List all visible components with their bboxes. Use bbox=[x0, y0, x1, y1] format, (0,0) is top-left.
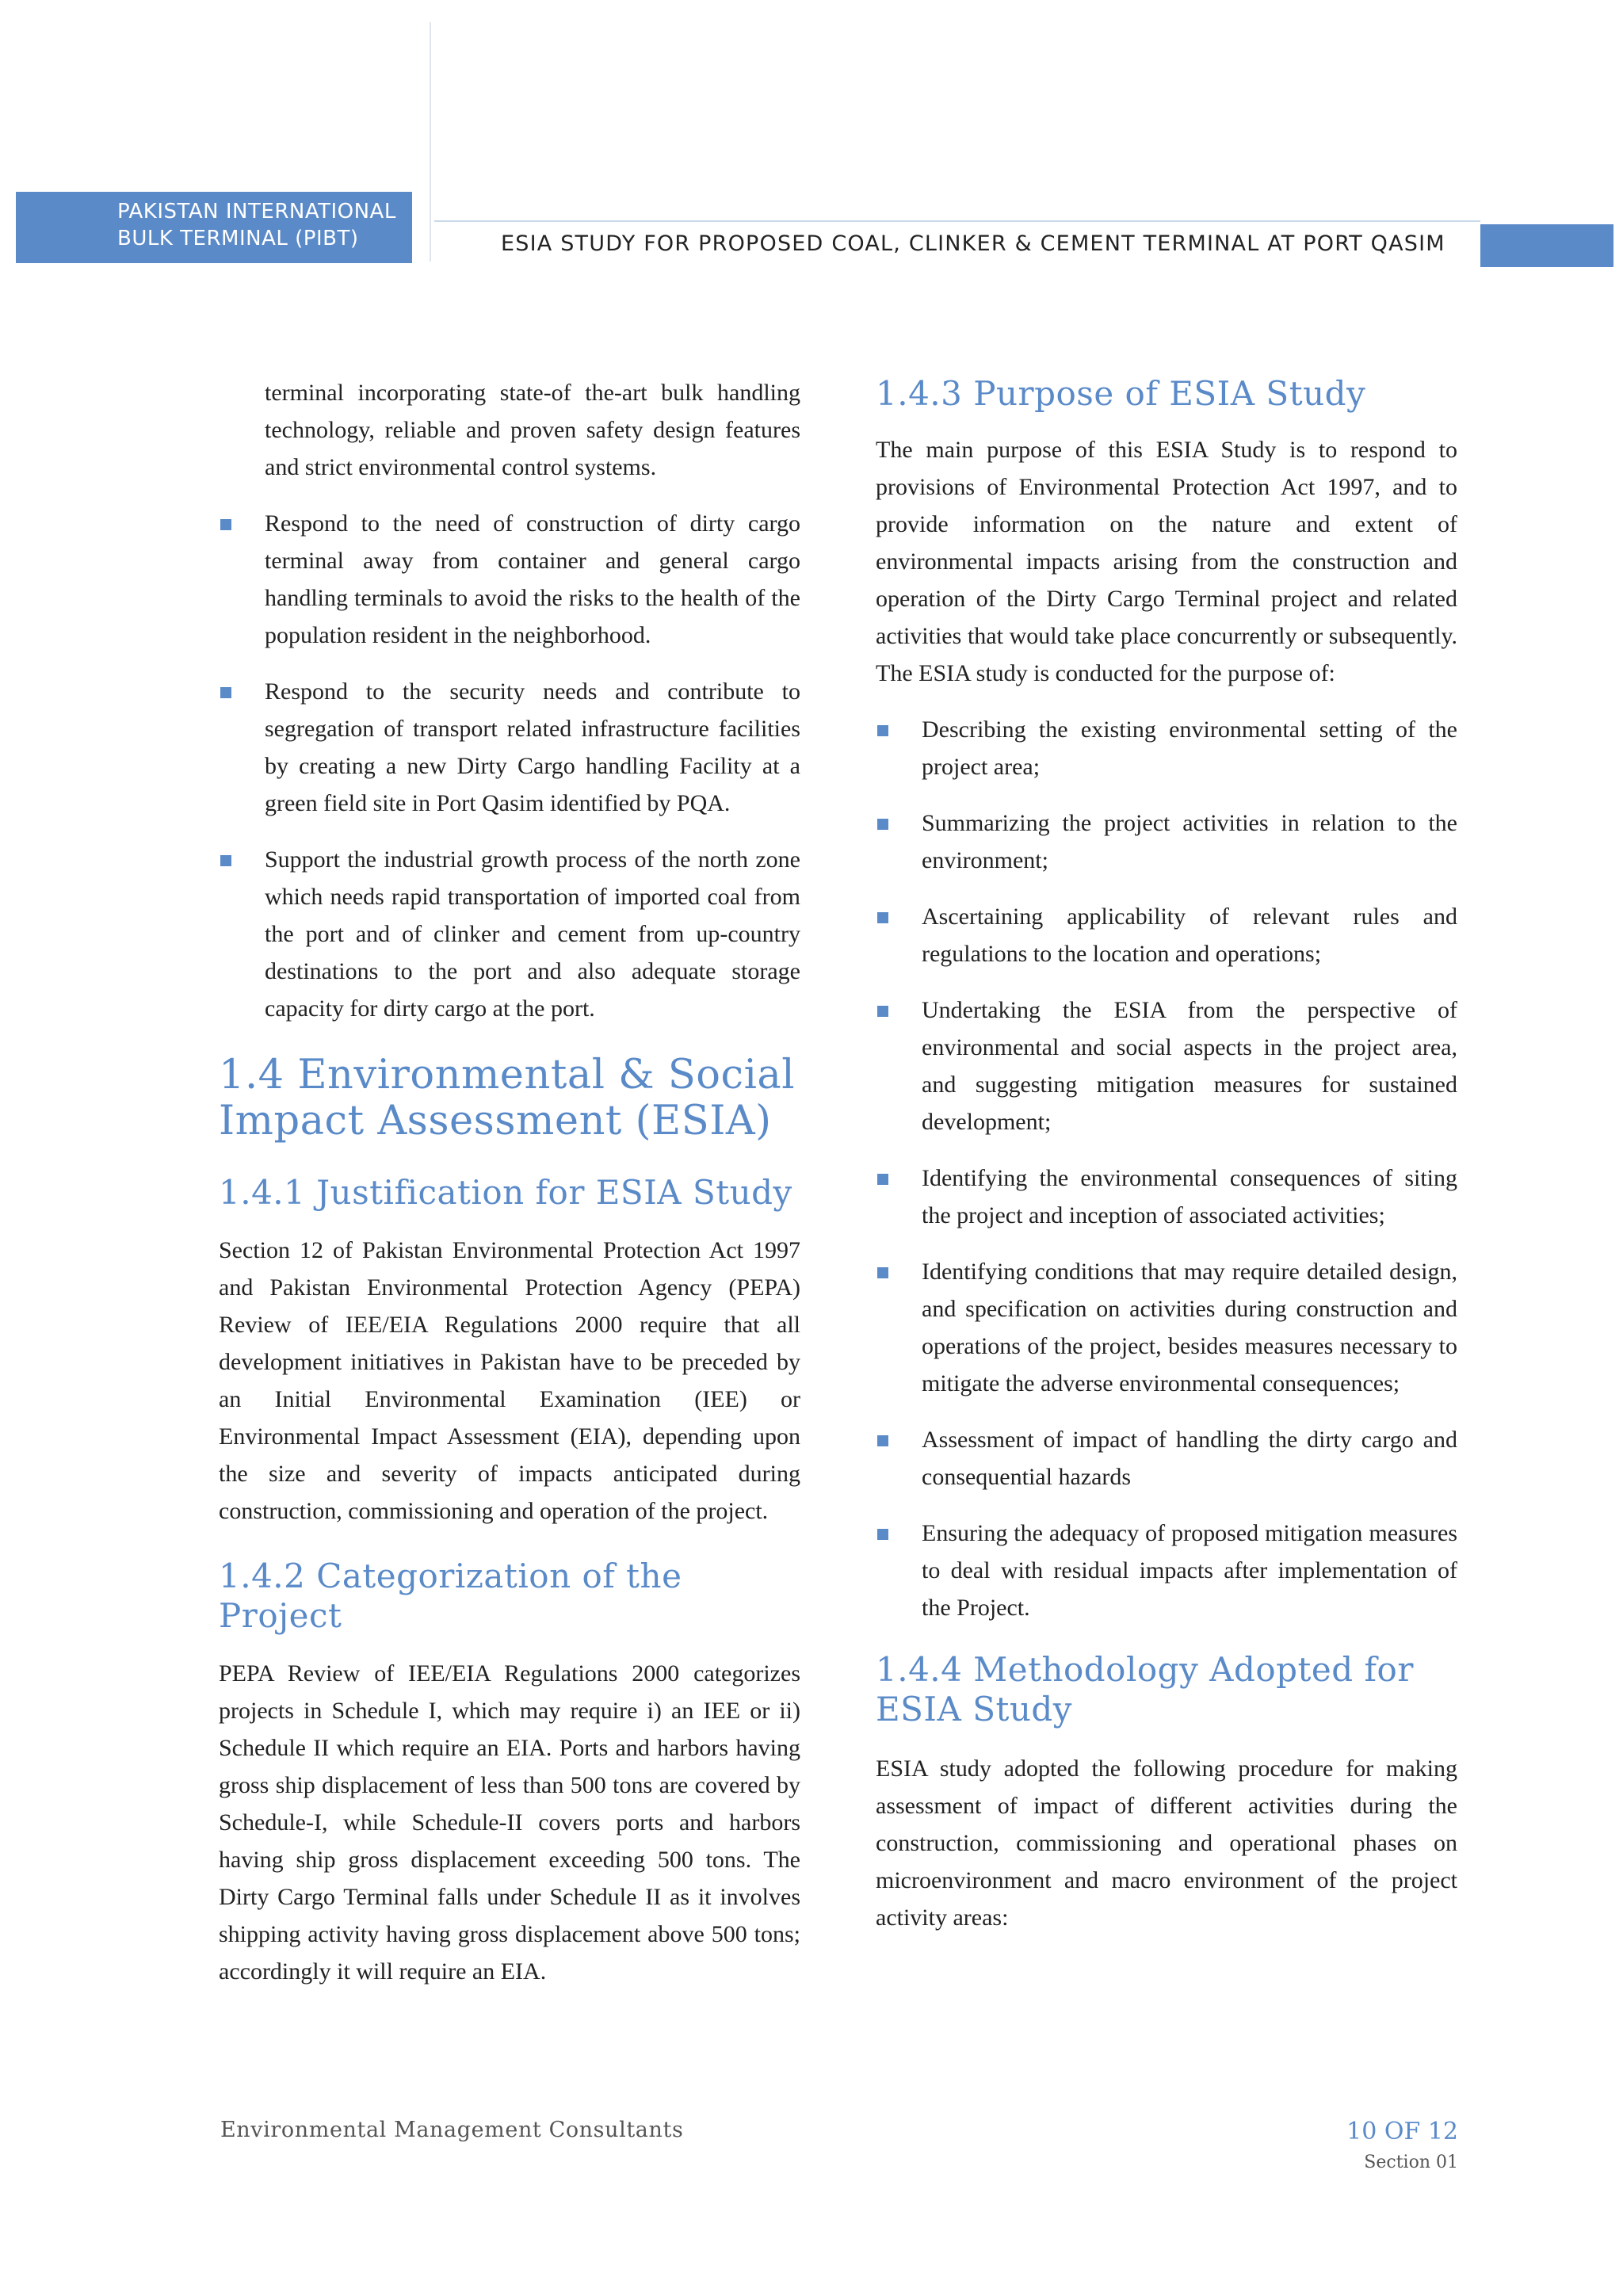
organization-name-line2: BULK TERMINAL (PIBT) bbox=[117, 227, 359, 250]
list-item bbox=[876, 1253, 1457, 1402]
right-column bbox=[876, 374, 1457, 1936]
list-item bbox=[219, 505, 800, 654]
list-item-text: Undertaking the ESIA from the perspective of environmental and social aspects in the project area, and suggesting mitigation measures for sustained development; bbox=[922, 997, 1457, 1135]
square-bullet-icon bbox=[877, 819, 888, 830]
list-item bbox=[876, 991, 1457, 1140]
list-item-text: Assessment of impact of handling the dirty cargo and consequential hazards bbox=[922, 1427, 1457, 1490]
list-item-text: Summarizing the project activities in relation to the environment; bbox=[922, 810, 1457, 873]
page-number: 10 OF 12 bbox=[1346, 2118, 1458, 2145]
list-item-text: Ensuring the adequacy of proposed mitigation measures to deal with residual impacts after implementation of the Project. bbox=[922, 1520, 1457, 1621]
subsection-heading-1-4-2: 1.4.2 Categorization of the Project bbox=[219, 1557, 682, 1635]
square-bullet-icon bbox=[877, 725, 888, 736]
document-title: ESIA STUDY FOR PROPOSED COAL, CLINKER & CEMENT TERMINAL AT PORT QASIM bbox=[501, 231, 1445, 256]
list-item bbox=[219, 841, 800, 1027]
justification-paragraph: Section 12 of Pakistan Environmental Protection Act 1997 and Pakistan Environmental Protection Agency (PEPA) Review of IEE/EIA Regulations 2000 require that all development initiatives in Pakistan have to be preceded by an Initial Environmental Examination (IEE) or Environmental Impact Assessment (EIA), depending upon the size and severity of impacts anticipated during construction, commissioning and operation of the project. bbox=[219, 1237, 800, 1524]
section-heading-line1: 1.4 Environmental & Social bbox=[219, 1052, 796, 1098]
methodology-paragraph: ESIA study adopted the following procedure for making assessment of impact of different activities during the construction, commissioning and operational phases on microenvironment and macro environment of the project activity areas: bbox=[876, 1755, 1457, 1931]
square-bullet-icon bbox=[220, 855, 231, 866]
section-label: Section 01 bbox=[1364, 2153, 1458, 2172]
list-item bbox=[876, 1515, 1457, 1626]
square-bullet-icon bbox=[877, 1435, 888, 1446]
header-vertical-rule bbox=[430, 22, 431, 262]
list-item bbox=[219, 673, 800, 822]
square-bullet-icon bbox=[877, 1006, 888, 1017]
list-item bbox=[876, 898, 1457, 972]
list-item-text: Respond to the need of construction of dirty cargo terminal away from container and general cargo handling terminals to avoid the risks to the health of the population resident in the neighborhood. bbox=[265, 510, 800, 648]
list-item-text: Describing the existing environmental setting of the project area; bbox=[922, 716, 1457, 780]
subsection-heading-1-4-3: 1.4.3 Purpose of ESIA Study bbox=[876, 374, 1366, 413]
square-bullet-icon bbox=[877, 912, 888, 923]
list-item bbox=[876, 804, 1457, 879]
list-item-text: Respond to the security needs and contribute to segregation of transport related infrastructure facilities by creating a new Dirty Cargo handling Facility at a green field site in Port Qasim identified by PQA. bbox=[265, 678, 800, 816]
left-column bbox=[219, 374, 800, 1990]
list-item-text: Support the industrial growth process of the north zone which needs rapid transportation of imported coal from the port and of clinker and cement from up-country destinations to the port and also adequate storage capacity for dirty cargo at the port. bbox=[265, 846, 800, 1022]
organization-banner bbox=[16, 192, 412, 263]
list-item bbox=[876, 1159, 1457, 1234]
square-bullet-icon bbox=[877, 1267, 888, 1278]
organization-name-line1: PAKISTAN INTERNATIONAL bbox=[117, 200, 396, 223]
square-bullet-icon bbox=[877, 1529, 888, 1540]
square-bullet-icon bbox=[220, 687, 231, 698]
purpose-paragraph: The main purpose of this ESIA Study is to respond to provisions of Environmental Protection Act 1997, and to provide information on the nature and extent of environmental impacts arising from the construction and operation of the Dirty Cargo Terminal project and related activities that would take place concurrently or subsequently. The ESIA study is conducted for the purpose of: bbox=[876, 437, 1457, 686]
list-item-text: Identifying conditions that may require detailed design, and specification on activities during construction and operations of the project, besides measures necessary to mitigate the adverse environmental consequences; bbox=[922, 1259, 1457, 1396]
categorization-paragraph: PEPA Review of IEE/EIA Regulations 2000 categorizes projects in Schedule I, which may require i) an IEE or ii) Schedule II which require an EIA. Ports and harbors having gross ship displacement of less than 500 tons are covered by Schedule-I, while Schedule-II covers ports and harbors having ship gross displacement exceeding 500 tons. The Dirty Cargo Terminal falls under Schedule II as it involves shipping activity having gross displacement above 500 tons; accordingly it will require an EIA. bbox=[219, 1660, 800, 1985]
section-heading-line2: Impact Assessment (ESIA) bbox=[219, 1098, 772, 1144]
subsection-heading-1-4-4 bbox=[876, 1650, 1457, 1729]
left-bullet-list bbox=[219, 505, 800, 1027]
square-bullet-icon bbox=[877, 1174, 888, 1185]
header-accent-block bbox=[1480, 224, 1613, 267]
list-item bbox=[876, 711, 1457, 785]
footer-company: Environmental Management Consultants bbox=[220, 2118, 684, 2142]
right-bullet-list bbox=[876, 711, 1457, 1626]
intro-continuation: terminal incorporating state-of the-art bulk handling technology, reliable and proven safety design features and strict environmental control systems. bbox=[265, 380, 800, 480]
header-horizontal-rule bbox=[434, 220, 1480, 222]
list-item bbox=[876, 1421, 1457, 1496]
subsection-heading-1-4-1: 1.4.1 Justification for ESIA Study bbox=[219, 1173, 792, 1212]
list-item-text: Ascertaining applicability of relevant rules and regulations to the location and operations; bbox=[922, 904, 1457, 967]
subsection-heading-line2: ESIA Study bbox=[876, 1690, 1073, 1729]
subsection-heading-line1: 1.4.4 Methodology Adopted for bbox=[876, 1650, 1414, 1689]
section-heading-1-4 bbox=[219, 1052, 800, 1144]
list-item-text: Identifying the environmental consequences of siting the project and inception of associated activities; bbox=[922, 1165, 1457, 1228]
square-bullet-icon bbox=[220, 519, 231, 530]
